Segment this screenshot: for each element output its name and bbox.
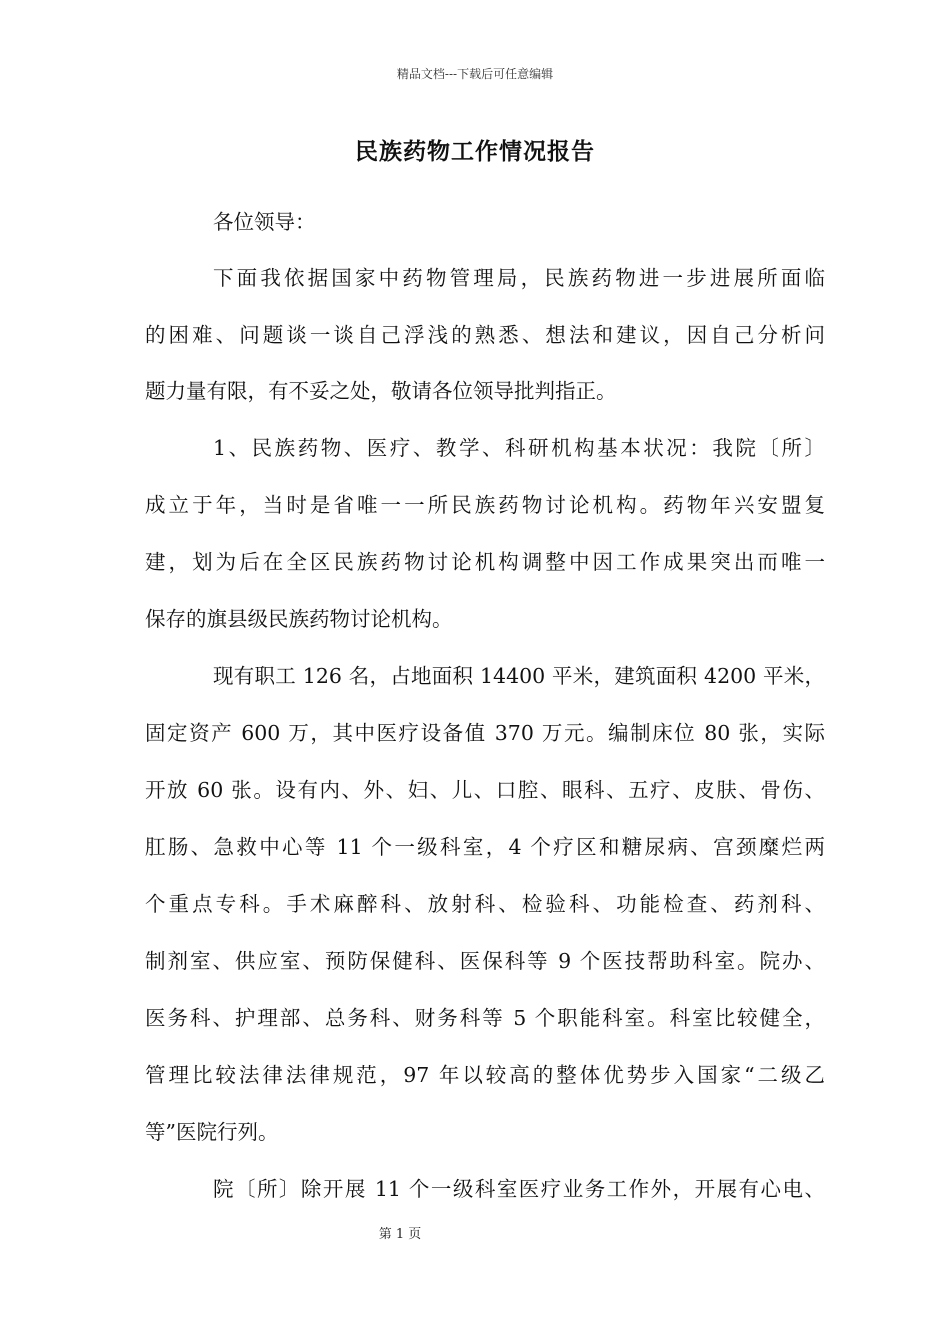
paragraph-line: 的困难、问题谈一谈自己浮浅的熟悉、想法和建议，因自己分析问 [145, 323, 825, 347]
paragraph-line: 医务科、护理部、总务科、财务科等 5 个职能科室。科室比较健全， [145, 1006, 825, 1030]
paragraph-line: 建，划为后在全区民族药物讨论机构调整中因工作成果突出而唯一 [145, 550, 825, 574]
paragraph-line: 管理比较法律法律规范，97 年以较高的整体优势步入国家“二级乙 [145, 1063, 825, 1087]
paragraph-line: 1、民族药物、医疗、教学、科研机构基本状况：我院〔所〕 [213, 436, 825, 460]
paragraph-line: 肛肠、急救中心等 11 个一级科室，4 个疗区和糖尿病、宫颈糜烂两 [145, 835, 825, 859]
paragraph-line: 现有职工 126 名，占地面积 14400 平米，建筑面积 4200 平米， [213, 664, 825, 688]
paragraph-line: 固定资产 600 万，其中医疗设备值 370 万元。编制床位 80 张，实际 [145, 721, 825, 745]
page-header: 精品文档---下载后可任意编辑 [396, 67, 554, 81]
page-number: 第 1 页 [378, 1227, 422, 1242]
paragraph-line: 个重点专科。手术麻醉科、放射科、检验科、功能检查、药剂科、 [145, 892, 825, 916]
paragraph-line: 制剂室、供应室、预防保健科、医保科等 9 个医技帮助科室。院办、 [145, 949, 825, 973]
paragraph-line: 成立于年，当时是省唯一一所民族药物讨论机构。药物年兴安盟复 [145, 493, 825, 517]
paragraph-line: 下面我依据国家中药物管理局，民族药物进一步进展所面临 [213, 266, 825, 290]
paragraph-line: 开放 60 张。设有内、外、妇、儿、口腔、眼科、五疗、皮肤、骨伤、 [145, 778, 825, 802]
salutation: 各位领导： [213, 210, 316, 234]
paragraph-line: 保存的旗县级民族药物讨论机构。 [145, 607, 453, 631]
document-title: 民族药物工作情况报告 [355, 138, 595, 165]
paragraph-line: 院〔所〕除开展 11 个一级科室医疗业务工作外，开展有心电、 [213, 1177, 825, 1201]
paragraph-line: 等”医院行列。 [145, 1120, 279, 1144]
paragraph-line: 题力量有限，有不妥之处，敬请各位领导批判指正。 [145, 379, 617, 403]
